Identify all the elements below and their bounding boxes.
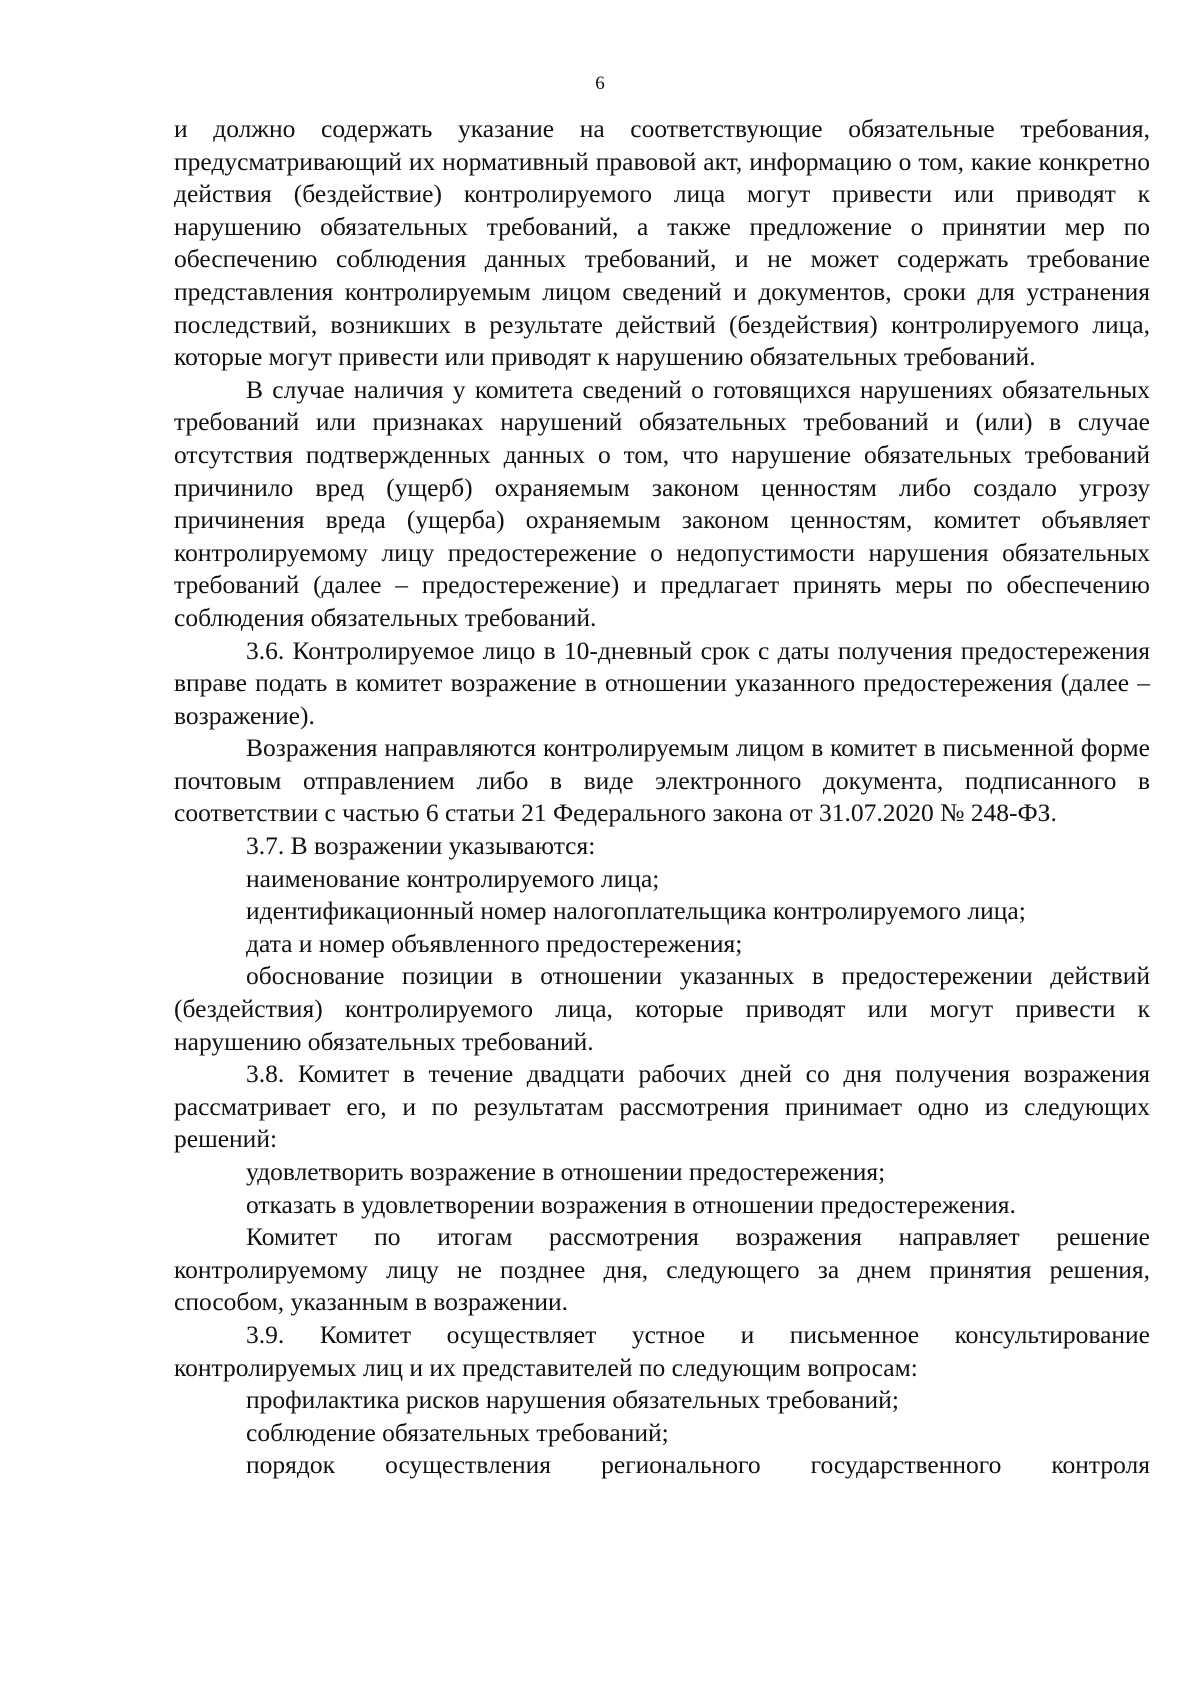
paragraph-2: В случае наличия у комитета сведений о готовящихся нарушениях обязательных требований или признаках нарушений обязательных требований и (или) в случае отсутствия подтвержденных данных о том, что нарушение обязательных требований причинило вред (ущерб) охраняемым законом ценностям либо создало угрозу причинения вреда (ущерба) охраняемым законом ценностям, комитет объявляет контролируемому лицу предостережение о недопустимости нарушения обязательных требований (далее – предостережение) и предлагает принять меры по обеспечению соблюдения обязательных требований. xyxy=(174,374,1150,632)
paragraph-objections: Возражения направляются контролируемым лицом в комитет в письменной форме почтовым отправлением либо в виде электронного документа, подписанного в соответствии с частью 6 статьи 21 Федерального закона от 31.07.2020 № 248-ФЗ. xyxy=(174,733,1150,828)
paragraph-1: и должно содержать указание на соответствующие обязательные требования, предусматривающий их нормативный правовой акт, информацию о том, какие конкретно действия (бездействие) контролируемого лица могут привести или приводят к нарушению обязательных требований, а также предложение о принятии мер по обеспечению соблюдения данных требований, и не может содержать требование представления контролируемым лицом сведений и документов, сроки для устранения последствий, возникших в результате действий (бездействия) контролируемого лица, которые могут привести или приводят к нарушению обязательных требований. xyxy=(174,114,1150,372)
list-item-prevention: профилактика рисков нарушения обязательных требований; xyxy=(246,1385,899,1415)
list-item-date: дата и номер объявленного предостережения; xyxy=(246,928,743,958)
paragraph-3-9: 3.9. Комитет осуществляет устное и письменное консультирование контролируемых лиц и их представителей по следующим вопросам: xyxy=(174,1319,1150,1382)
list-item-inn: идентификационный номер налогоплательщика контролируемого лица; xyxy=(246,896,1026,926)
paragraph-3-6: 3.6. Контролируемое лицо в 10-дневный срок с даты получения предостережения вправе подать в комитет возражение в отношении указанного предостережения (далее – возражение). xyxy=(174,635,1150,730)
list-item-procedure: порядок осуществления регионального государственного контроля xyxy=(246,1450,1150,1480)
list-item-satisfy: удовлетворить возражение в отношении предостережения; xyxy=(246,1157,886,1186)
paragraph-3-7: 3.7. В возражении указываются: xyxy=(246,831,596,861)
document-body xyxy=(174,113,1150,1482)
paragraph-3-8: 3.8. Комитет в течение двадцати рабочих дней со дня получения возражения рассматривает его, и по результатам рассмотрения принимает одно из следующих решений: xyxy=(174,1059,1150,1154)
paragraph-decision: Комитет по итогам рассмотрения возражения направляет решение контролируемому лицу не позднее дня, следующего за днем принятия решения, способом, указанным в возражении. xyxy=(174,1222,1150,1317)
list-item-name: наименование контролируемого лица; xyxy=(246,863,660,893)
list-item-compliance: соблюдение обязательных требований; xyxy=(246,1417,669,1447)
list-item-justification: обоснование позиции в отношении указанных в предостережении действий (бездействия) контролируемого лица, которые приводят или могут привести к нарушению обязательных требований. xyxy=(174,961,1150,1056)
page-number: 6 xyxy=(595,73,605,94)
list-item-refuse: отказать в удовлетворении возражения в отношении предостережения. xyxy=(246,1189,1016,1219)
